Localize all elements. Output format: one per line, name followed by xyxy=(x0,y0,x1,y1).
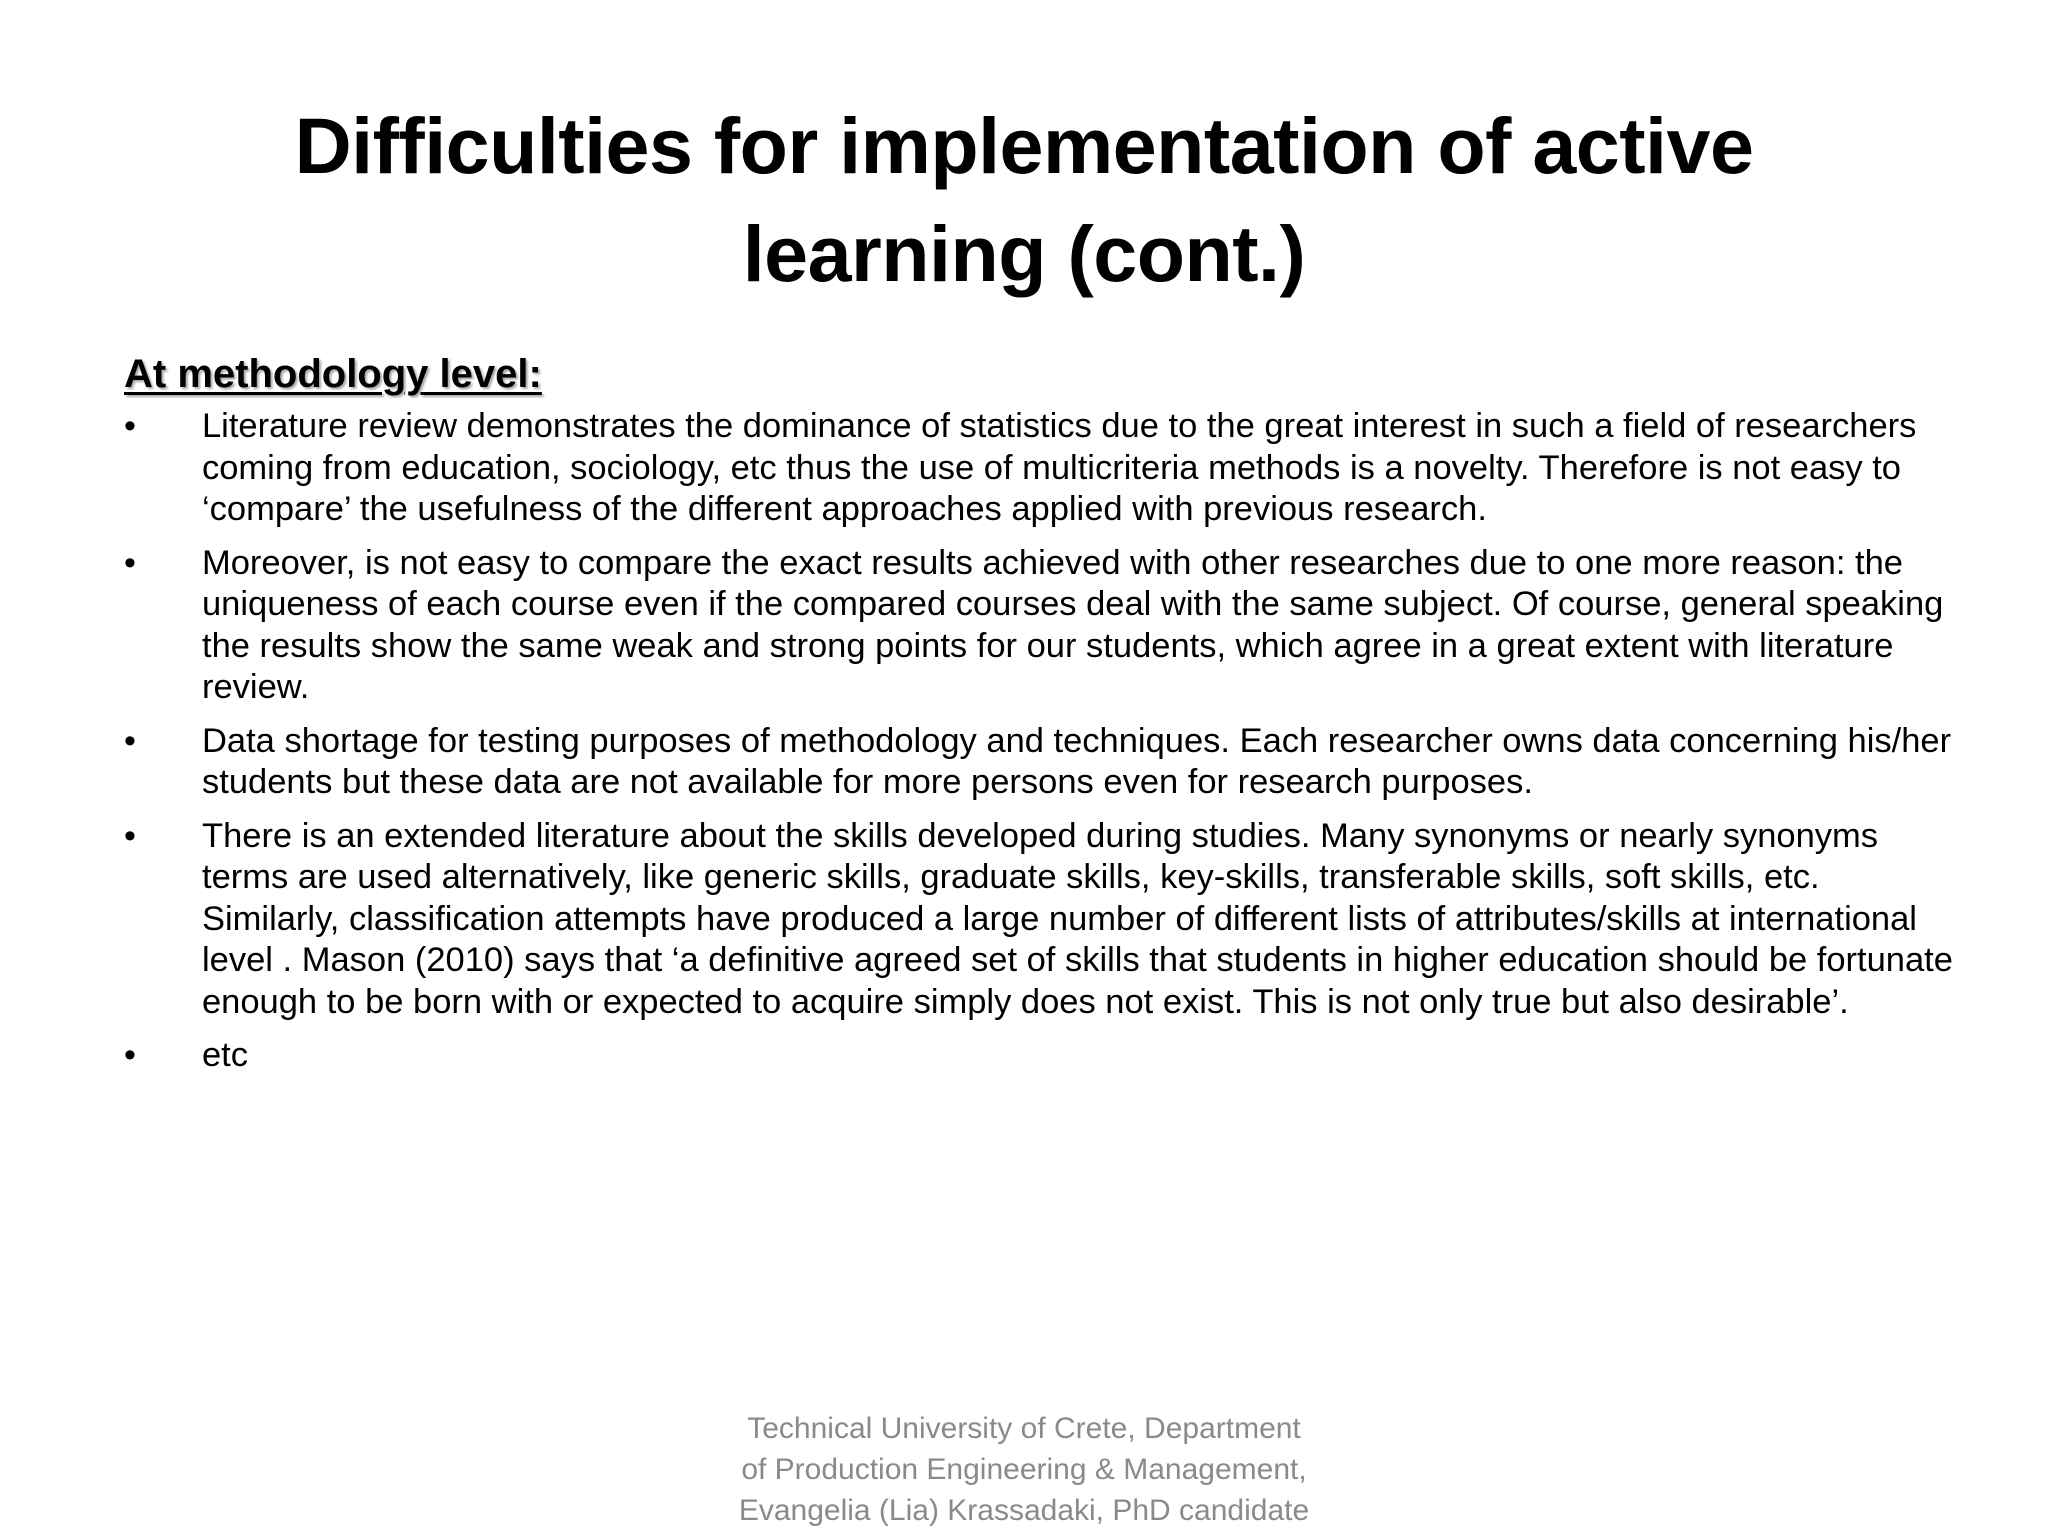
bullet-text: There is an extended literature about the skills developed during studies. Many synonyms or nearly synonyms terms are used alternatively, like generic skills, graduate skills, key-skills, transferable skills, soft skills, etc. Similarly, classification attempts have produced a large number of different lists of attributes/skills at international level . Mason (2010) says that ‘a definitive agreed set of skills that students in higher education should be fortunate enough to be born with or expected to acquire simply does not exist. This is not only true but also desirable’. xyxy=(202,816,1953,1021)
footer-line-1: Technical University of Crete, Department xyxy=(747,1412,1301,1445)
bullet-icon: • xyxy=(124,721,136,760)
section-heading: At methodology level: xyxy=(124,352,542,396)
bullet-text: Literature review demonstrates the dominance of statistics due to the great interest in such a field of researchers coming from education, sociology, etc thus the use of multicriteria methods is a novelty. Therefore is not easy to ‘compare’ the usefulness of the different approaches applied with previous research. xyxy=(202,407,1917,528)
slide-title-line-2: learning (cont.) xyxy=(742,209,1306,298)
bullet-text: etc xyxy=(202,1036,249,1074)
bullet-list xyxy=(124,406,1954,1077)
slide-title-line-1: Difficulties for implementation of active xyxy=(294,101,1754,190)
bullet-text: Data shortage for testing purposes of methodology and techniques. Each researcher owns data concerning his/her students but these data are not available for more persons even for research purposes. xyxy=(202,721,1952,801)
slide-footer xyxy=(624,1408,1424,1531)
bullet-item xyxy=(124,1035,1954,1077)
bullet-icon: • xyxy=(124,816,136,855)
slide-title xyxy=(180,92,1868,308)
footer-line-2: of Production Engineering & Management, xyxy=(741,1453,1307,1486)
slide-content xyxy=(124,348,1954,1089)
bullet-icon: • xyxy=(124,543,136,582)
bullet-icon: • xyxy=(124,1036,136,1074)
bullet-item xyxy=(124,721,1954,804)
bullet-text: Moreover, is not easy to compare the exact results achieved with other researches due to one more reason: the uniqueness of each course even if the compared courses deal with the same subject. Of course, general speaking the results show the same weak and strong points for our students, which agree in a great extent with literature review. xyxy=(202,543,1944,706)
bullet-item xyxy=(124,543,1954,709)
footer-line-3: Evangelia (Lia) Krassadaki, PhD candidate xyxy=(738,1494,1310,1527)
bullet-item xyxy=(124,406,1954,531)
bullet-icon: • xyxy=(124,407,136,445)
bullet-item xyxy=(124,816,1954,1024)
